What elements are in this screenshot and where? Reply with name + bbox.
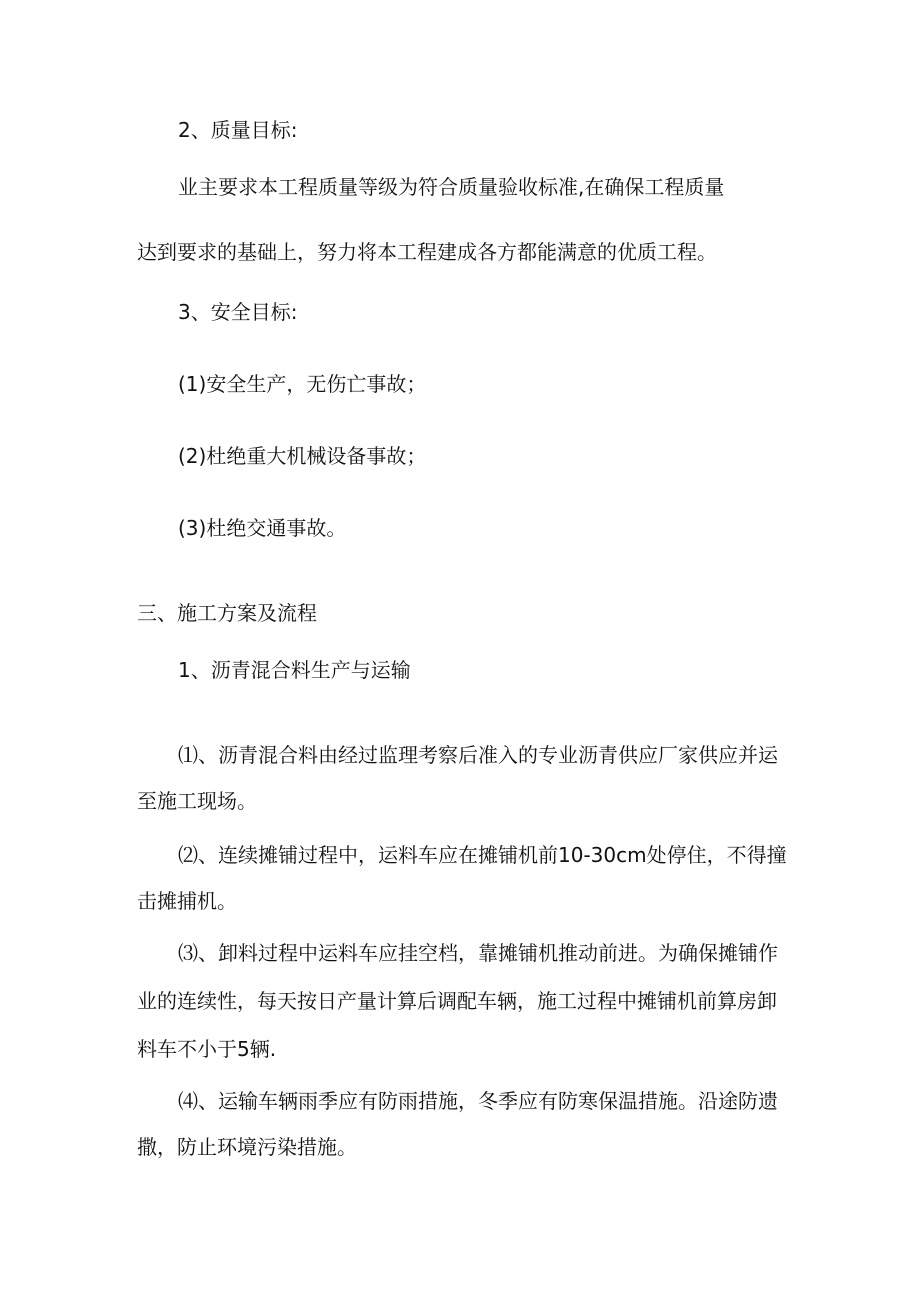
section-three-heading: 三、施工方案及流程 bbox=[137, 601, 317, 625]
safety-goal-item-1: (1)安全生产，无伤亡事故； bbox=[178, 372, 427, 396]
asphalt-item-1-line-1: ⑴、沥青混合料由经过监理考察后准入的专业沥青供应厂家供应并运 bbox=[178, 743, 778, 767]
asphalt-item-3-line-3: 料车不小于5辆. bbox=[137, 1037, 277, 1061]
quality-goal-text-line-1: 业主要求本工程质量等级为符合质量验收标准,在确保工程质量 bbox=[178, 175, 725, 199]
quality-goal-heading: 2、质量目标: bbox=[178, 118, 298, 142]
asphalt-item-4-line-2: 撒，防止环境污染措施。 bbox=[137, 1135, 357, 1159]
asphalt-item-2-line-2: 击摊捕机。 bbox=[137, 889, 237, 913]
safety-goal-item-3: (3)杜绝交通事故。 bbox=[178, 516, 347, 540]
safety-goal-heading: 3、安全目标: bbox=[178, 300, 298, 324]
asphalt-item-2-line-1: ⑵、连续摊铺过程中，运料车应在摊铺机前10-30cm处停住，不得撞 bbox=[178, 843, 787, 867]
safety-goal-item-2: (2)杜绝重大机械设备事故； bbox=[178, 444, 427, 468]
asphalt-item-3-line-2: 业的连续性，每天按日产量计算后调配车辆，施工过程中摊铺机前算房卸 bbox=[137, 989, 777, 1013]
asphalt-item-4-line-1: ⑷、运输车辆雨季应有防雨措施，冬季应有防寒保温措施。沿途防遗 bbox=[178, 1089, 778, 1113]
quality-goal-text-line-2: 达到要求的基础上，努力将本工程建成各方都能满意的优质工程。 bbox=[137, 240, 717, 264]
asphalt-item-1-line-2: 至施工现场。 bbox=[137, 789, 257, 813]
asphalt-item-3-line-1: ⑶、卸料过程中运料车应挂空档，靠摊铺机推动前进。为确保摊铺作 bbox=[178, 941, 778, 965]
subsection-asphalt-heading: 1、沥青混合料生产与运输 bbox=[178, 658, 411, 682]
